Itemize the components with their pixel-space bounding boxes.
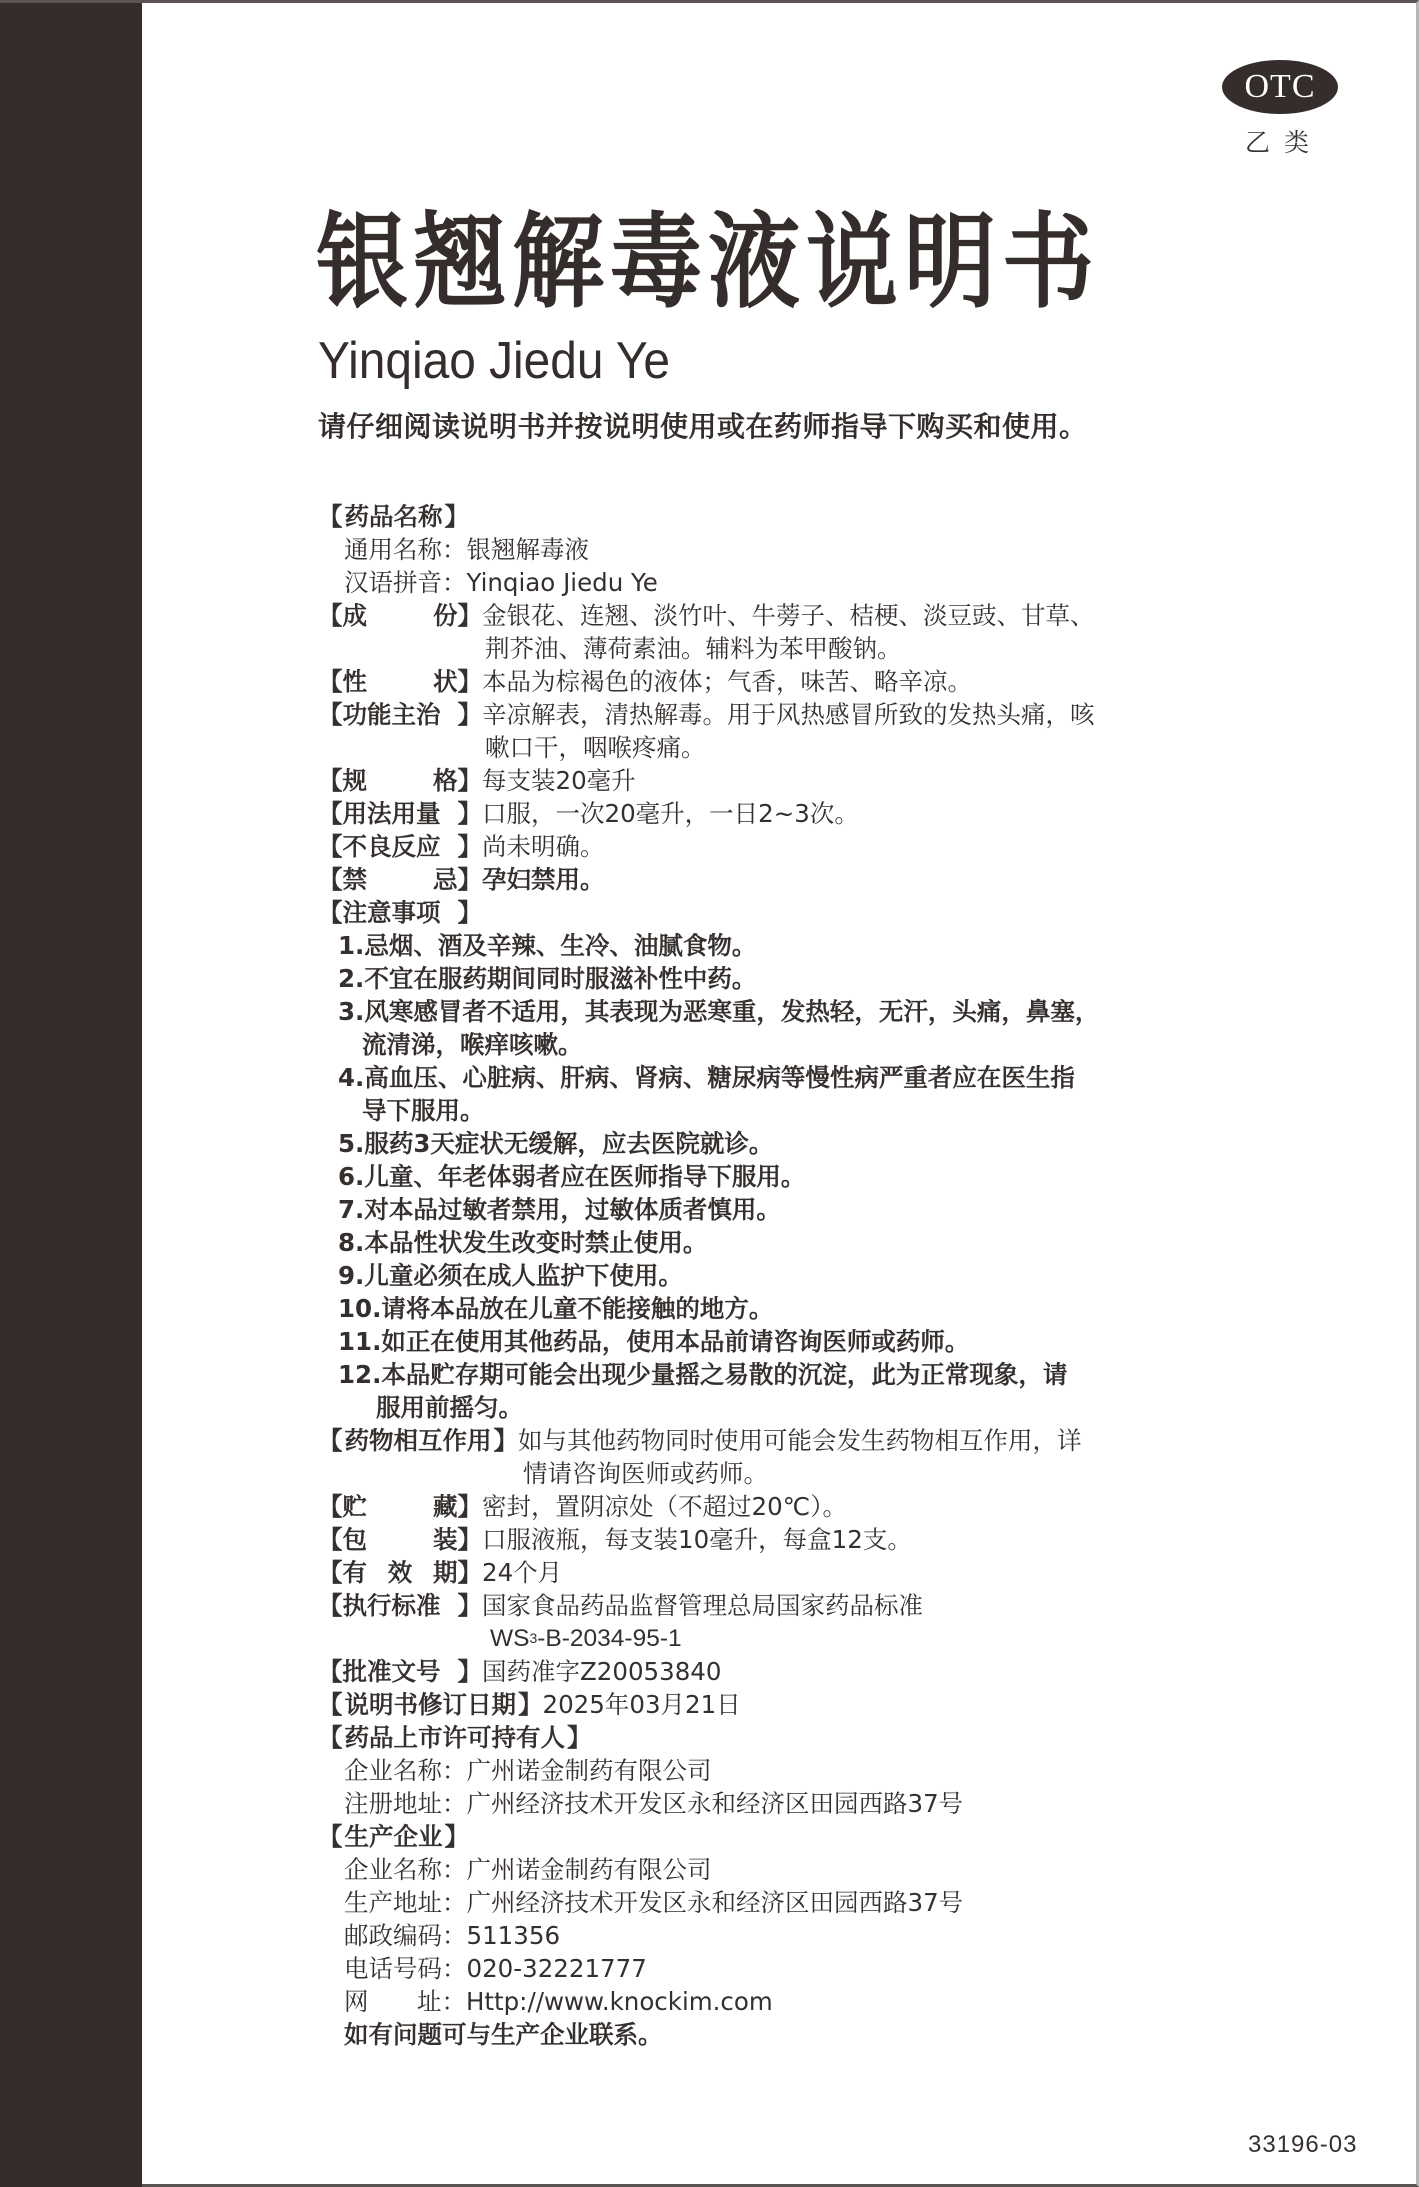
dosage-value: 口服，一次20毫升，一日2~3次。 (482, 799, 859, 828)
section-package (318, 1523, 1238, 1556)
contraindications-value: 孕妇禁用。 (482, 865, 605, 894)
mah-company-label: 企业名称： (344, 1756, 467, 1785)
leaflet-content (318, 500, 1238, 2051)
mah-address-label: 注册地址： (344, 1789, 467, 1818)
page-title: 银翘解毒液说明书 (316, 202, 1101, 322)
standard-code-prefix: WS (490, 1625, 530, 1652)
standard-code-sub: 3 (529, 1630, 538, 1646)
section-standard (318, 1589, 1238, 1622)
precaution-item-continuation: 流清涕，喉痒咳嗽。 (362, 1030, 583, 1059)
precaution-item: 7.对本品过敏者禁用，过敏体质者慎用。 (338, 1195, 781, 1224)
precaution-item: 2.不宜在服药期间同时服滋补性中药。 (338, 964, 757, 993)
section-label: 【 性 状 】 (318, 667, 482, 696)
section-label: 【 批准文号 】 (318, 1657, 482, 1686)
standard-value: 国家食品药品监督管理总局国家药品标准 (482, 1591, 923, 1620)
generic-name-row (318, 533, 1238, 566)
indications-value: 辛凉解表，清热解毒。用于风热感冒所致的发热头痛，咳 (482, 700, 1095, 729)
storage-value: 密封，置阴凉处（不超过20℃）。 (482, 1492, 847, 1521)
standard-code-suffix: -B-2034-95-1 (537, 1625, 682, 1652)
section-adverse-reactions (318, 830, 1238, 863)
otc-class-label: 乙类 (1245, 128, 1324, 157)
precaution-item: 9.儿童必须在成人监护下使用。 (338, 1261, 683, 1290)
precaution-item: 6.儿童、年老体弱者应在医师指导下服用。 (338, 1162, 806, 1191)
section-indications (318, 698, 1238, 731)
section-label: 【 不良反应 】 (318, 832, 482, 861)
manufacturer-address-label: 生产地址： (344, 1888, 467, 1917)
precaution-item-continuation: 导下服用。 (362, 1096, 485, 1125)
precaution-item: 12.本品贮存期可能会出现少量摇之易散的沉淀，此为正常现象，请 (338, 1360, 1068, 1389)
section-dosage (318, 797, 1238, 830)
precaution-item: 1.忌烟、酒及辛辣、生冷、油腻食物。 (338, 931, 757, 960)
pinyin-value: Yinqiao Jiedu Ye (466, 568, 658, 597)
precaution-item: 4.高血压、心脏病、肝病、肾病、糖尿病等慢性病严重者应在医生指 (338, 1063, 1075, 1092)
section-label: 【 成 份 】 (318, 601, 482, 630)
indications-continuation (318, 731, 1238, 764)
mah-address-row (318, 1787, 1238, 1820)
indications-value-2: 嗽口干，咽喉疼痛。 (485, 733, 706, 762)
precaution-item: 8.本品性状发生改变时禁止使用。 (338, 1228, 708, 1257)
document-code: 33196-03 (1248, 2131, 1358, 2158)
precaution-item-continuation: 服用前摇匀。 (376, 1393, 523, 1422)
standard-code (318, 1622, 1238, 1655)
description-value: 本品为棕褐色的液体；气香，味苦、略辛凉。 (482, 667, 972, 696)
left-color-bar (0, 3, 142, 2187)
pinyin-row (318, 566, 1238, 599)
mah-company-row (318, 1754, 1238, 1787)
section-manufacturer (318, 1820, 1238, 1853)
revision-value: 2025年03月21日 (542, 1690, 741, 1719)
ingredients-value-2: 荆芥油、薄荷素油。辅料为苯甲酸钠。 (485, 634, 902, 663)
manufacturer-company-label: 企业名称： (344, 1855, 467, 1884)
section-precautions (318, 896, 1238, 929)
section-interactions (318, 1424, 1238, 1457)
section-label: 【 药品上市许可持有人 】 (318, 1723, 592, 1752)
section-label: 【 用法用量 】 (318, 799, 482, 828)
postcode-value: 511356 (466, 1921, 561, 1950)
section-label: 【 药物相互作用 】 (318, 1426, 518, 1455)
package-value: 口服液瓶，每支装10毫升，每盒12支。 (482, 1525, 912, 1554)
title-pinyin: Yinqiao Jiedu Ye (318, 332, 671, 390)
adverse-reactions-value: 尚未明确。 (482, 832, 605, 861)
manufacturer-address-row (318, 1886, 1238, 1919)
website-link[interactable]: Http://www.knockim.com (466, 1987, 773, 2016)
section-label: 【 说明书修订日期 】 (318, 1690, 543, 1719)
contact-note: 如有问题可与生产企业联系。 (344, 2020, 663, 2049)
precaution-item: 11.如正在使用其他药品，使用本品前请咨询医师或药师。 (338, 1327, 970, 1356)
otc-badge-icon (1222, 60, 1338, 114)
mah-address-value: 广州经济技术开发区永和经济区田园西路37号 (466, 1789, 964, 1818)
interactions-value: 如与其他药物同时使用可能会发生药物相互作用，详 (518, 1426, 1082, 1455)
section-specification (318, 764, 1238, 797)
phone-label: 电话号码： (344, 1954, 467, 1983)
section-storage (318, 1490, 1238, 1523)
section-revision (318, 1688, 1238, 1721)
section-contraindications (318, 863, 1238, 896)
website-row (318, 1985, 1238, 2018)
manufacturer-company-value: 广州诺金制药有限公司 (466, 1855, 712, 1884)
ingredients-value: 金银花、连翘、淡竹叶、牛蒡子、桔梗、淡豆豉、甘草、 (482, 601, 1095, 630)
section-label: 【 注意事项 】 (318, 898, 482, 927)
section-label: 【 药品名称 】 (318, 502, 469, 531)
section-label: 【 禁 忌 】 (318, 865, 482, 894)
mah-company-value: 广州诺金制药有限公司 (466, 1756, 712, 1785)
manufacturer-address-value: 广州经济技术开发区永和经济区田园西路37号 (466, 1888, 964, 1917)
section-mah (318, 1721, 1238, 1754)
ingredients-continuation (318, 632, 1238, 665)
section-label: 【 规 格 】 (318, 766, 482, 795)
section-validity (318, 1556, 1238, 1589)
phone-value: 020-32221777 (466, 1954, 647, 1983)
website-label: 网 址： (344, 1987, 466, 2016)
precaution-item: 5.服药3天症状无缓解，应去医院就诊。 (338, 1129, 774, 1158)
approval-value: 国药准字Z20053840 (482, 1657, 722, 1686)
manufacturer-company-row (318, 1853, 1238, 1886)
otc-label: OTC (1244, 68, 1316, 105)
pinyin-label: 汉语拼音： (344, 568, 467, 597)
specification-value: 每支装20毫升 (482, 766, 636, 795)
phone-row (318, 1952, 1238, 1985)
section-label: 【 执行标准 】 (318, 1591, 482, 1620)
section-label: 【 有 效 期 】 (318, 1558, 482, 1587)
section-description (318, 665, 1238, 698)
section-label: 【 包 装 】 (318, 1525, 482, 1554)
postcode-label: 邮政编码： (344, 1921, 467, 1950)
interactions-value-2: 情请咨询医师或药师。 (523, 1459, 768, 1488)
advisory-text: 请仔细阅读说明书并按说明使用或在药师指导下购买和使用。 (318, 410, 1088, 443)
generic-name-label: 通用名称： (344, 535, 467, 564)
interactions-continuation (318, 1457, 1238, 1490)
generic-name-value: 银翘解毒液 (466, 535, 589, 564)
section-label: 【 生产企业 】 (318, 1822, 469, 1851)
postcode-row (318, 1919, 1238, 1952)
section-drug-name (318, 500, 1238, 533)
precaution-item: 3.风寒感冒者不适用，其表现为恶寒重，发热轻，无汗，头痛，鼻塞， (338, 997, 1100, 1026)
section-ingredients (318, 599, 1238, 632)
section-approval (318, 1655, 1238, 1688)
precaution-item: 10.请将本品放在儿童不能接触的地方。 (338, 1294, 774, 1323)
section-label: 【 贮 藏 】 (318, 1492, 482, 1521)
validity-value: 24个月 (482, 1558, 563, 1587)
section-label: 【 功能主治 】 (318, 700, 482, 729)
